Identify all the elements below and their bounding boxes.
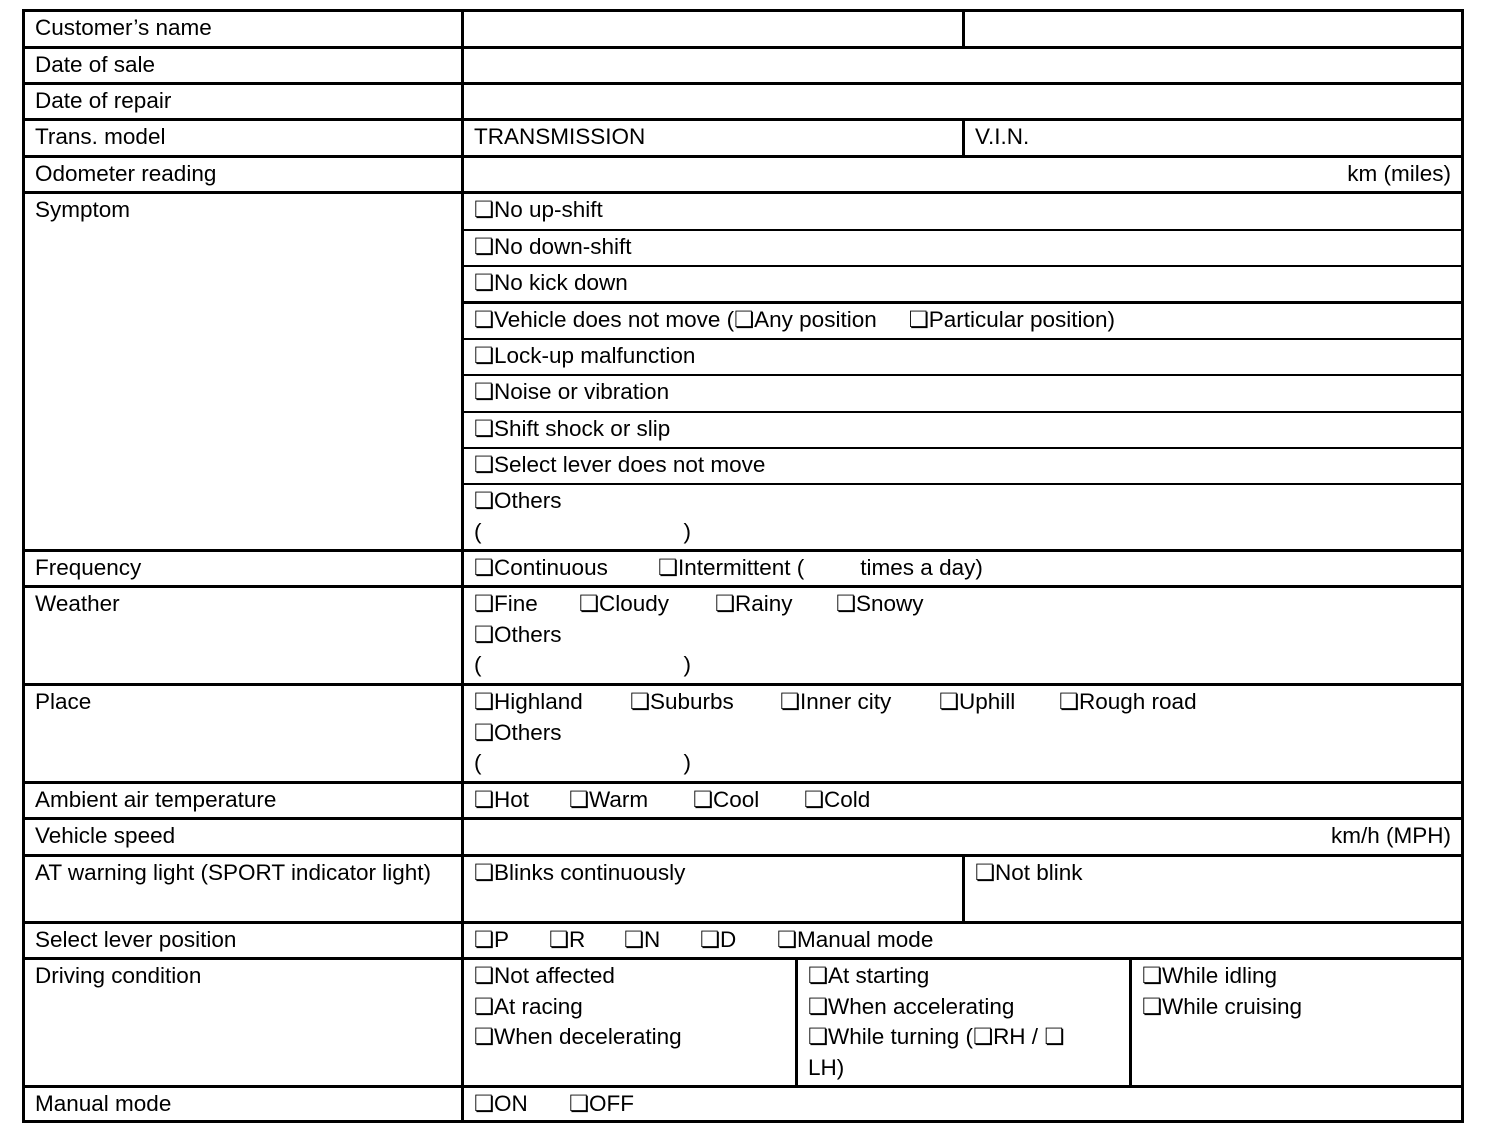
option-label: While idling bbox=[1162, 963, 1278, 988]
option-label: While turning ( bbox=[828, 1024, 974, 1049]
option-label: Noise or vibration bbox=[494, 379, 670, 404]
symptom-option-vehicle-not-move[interactable] bbox=[464, 304, 1464, 340]
checkbox-icon[interactable] bbox=[624, 927, 644, 952]
checkbox-icon[interactable] bbox=[909, 307, 929, 332]
label-text: Weather bbox=[35, 591, 120, 616]
rh-label: RH / bbox=[993, 1024, 1045, 1049]
checkbox-icon[interactable] bbox=[780, 689, 800, 714]
driving-condition-col2 bbox=[798, 960, 1132, 1088]
option-label: Cloudy bbox=[599, 591, 670, 616]
checkbox-icon[interactable] bbox=[1142, 963, 1162, 988]
option-label: Continuous bbox=[494, 555, 608, 580]
option-label: Rainy bbox=[735, 591, 793, 616]
checkbox-icon[interactable] bbox=[808, 963, 828, 988]
option-label: Shift shock or slip bbox=[494, 416, 671, 441]
select-lever-options bbox=[464, 924, 1464, 960]
symptom-option-no-down-shift[interactable] bbox=[464, 231, 1464, 267]
weather-options bbox=[464, 588, 1464, 686]
checkbox-icon[interactable] bbox=[693, 787, 713, 812]
diagnostic-worksheet bbox=[22, 9, 1464, 1123]
option-label: R bbox=[569, 927, 586, 952]
ambient-temp-options bbox=[464, 784, 1464, 820]
manual-on[interactable] bbox=[474, 1089, 569, 1120]
at-warning-not-blink[interactable] bbox=[965, 857, 1464, 924]
option-label: Snowy bbox=[856, 591, 924, 616]
checkbox-icon[interactable] bbox=[1142, 994, 1162, 1019]
option-label: Rough road bbox=[1079, 689, 1197, 714]
label-text: Manual mode bbox=[35, 1091, 172, 1116]
option-label: Others bbox=[494, 621, 562, 647]
option-label: At racing bbox=[494, 993, 583, 1019]
trans-model-field[interactable] bbox=[464, 121, 965, 158]
lever-d[interactable] bbox=[700, 925, 777, 956]
option-label: Cool bbox=[713, 787, 760, 812]
vin-label: V.I.N. bbox=[975, 124, 1030, 149]
option-label: Lock-up malfunction bbox=[494, 343, 696, 368]
at-warning-blinks[interactable] bbox=[464, 857, 965, 924]
checkbox-icon[interactable] bbox=[804, 787, 824, 812]
customer-name-field-2[interactable] bbox=[965, 12, 1464, 49]
weather-fine[interactable] bbox=[474, 589, 579, 620]
odometer-unit: km (miles) bbox=[1347, 161, 1451, 186]
others-line bbox=[474, 486, 1451, 517]
drive-not-affected[interactable] bbox=[474, 961, 785, 992]
ambient-temp-label bbox=[25, 784, 464, 820]
option-label: Blinks continuously bbox=[494, 860, 686, 885]
checkbox-icon[interactable] bbox=[474, 787, 494, 812]
checkbox-icon[interactable] bbox=[777, 927, 797, 952]
place-rough-road[interactable] bbox=[1059, 687, 1197, 718]
checkbox-icon[interactable] bbox=[474, 307, 494, 332]
odometer-label bbox=[25, 158, 464, 194]
checkbox-icon[interactable] bbox=[474, 197, 494, 222]
driving-condition-col1 bbox=[464, 960, 798, 1088]
place-others-blank[interactable] bbox=[474, 748, 1451, 779]
symptom-option-noise[interactable] bbox=[464, 376, 1464, 413]
drive-while-cruising[interactable] bbox=[1142, 992, 1451, 1023]
drive-at-starting[interactable] bbox=[808, 961, 1119, 992]
driving-condition-label bbox=[25, 960, 464, 1088]
option-label: No up-shift bbox=[494, 197, 603, 222]
checkbox-icon[interactable] bbox=[975, 860, 995, 885]
option-label: Manual mode bbox=[797, 927, 934, 952]
checkbox-icon[interactable] bbox=[474, 591, 494, 616]
place-uphill[interactable] bbox=[939, 687, 1059, 718]
label-text: Customer’s name bbox=[35, 15, 212, 40]
symptom-option-others[interactable] bbox=[464, 485, 1464, 552]
option-label: Select lever does not move bbox=[494, 452, 766, 477]
close-paren: ) bbox=[683, 750, 691, 775]
checkbox-icon[interactable] bbox=[715, 591, 735, 616]
checkbox-icon[interactable] bbox=[836, 591, 856, 616]
option-label: Suburbs bbox=[650, 689, 734, 714]
lh-label: LH) bbox=[808, 1054, 845, 1080]
lever-r[interactable] bbox=[549, 925, 624, 956]
label-text: Odometer reading bbox=[35, 161, 217, 186]
weather-cloudy[interactable] bbox=[579, 589, 715, 620]
option-label: ON bbox=[494, 1091, 528, 1116]
vehicle-speed-field[interactable] bbox=[464, 820, 1464, 857]
checkbox-icon[interactable] bbox=[700, 927, 720, 952]
trans-model-value: TRANSMISSION bbox=[474, 124, 646, 149]
place-label bbox=[25, 686, 464, 784]
driving-condition-col3 bbox=[1132, 960, 1464, 1088]
checkbox-icon[interactable] bbox=[808, 994, 828, 1019]
checkbox-icon[interactable] bbox=[474, 379, 494, 404]
checkbox-icon[interactable] bbox=[569, 1091, 589, 1116]
option-label: When decelerating bbox=[494, 1024, 682, 1049]
checkbox-icon[interactable] bbox=[474, 1024, 494, 1049]
any-position-label: Any position bbox=[754, 307, 877, 332]
checkbox-icon[interactable] bbox=[474, 1091, 494, 1116]
open-paren: ( bbox=[474, 518, 482, 544]
label-text: Date of sale bbox=[35, 52, 156, 77]
times-a-day-label: times a day) bbox=[860, 555, 983, 580]
customer-name-label bbox=[25, 12, 464, 49]
checkbox-icon[interactable] bbox=[808, 1024, 828, 1049]
checkbox-icon[interactable] bbox=[569, 787, 589, 812]
checkbox-icon[interactable] bbox=[474, 963, 494, 988]
checkbox-icon[interactable] bbox=[474, 452, 494, 477]
place-suburbs[interactable] bbox=[630, 687, 780, 718]
option-label: Others bbox=[494, 488, 562, 513]
checkbox-icon[interactable] bbox=[973, 1024, 993, 1049]
date-of-repair-field[interactable] bbox=[464, 85, 1464, 121]
frequency-options bbox=[464, 552, 1464, 588]
lever-manual-mode[interactable] bbox=[777, 925, 933, 956]
drive-while-idling[interactable] bbox=[1142, 961, 1451, 992]
date-of-repair-label bbox=[25, 85, 464, 121]
symptom-label bbox=[25, 194, 464, 552]
option-label: Hot bbox=[494, 787, 530, 812]
select-lever-label bbox=[25, 924, 464, 960]
weather-others[interactable] bbox=[474, 620, 1451, 651]
checkbox-icon[interactable] bbox=[734, 307, 754, 332]
option-label: Uphill bbox=[959, 689, 1016, 714]
option-label: P bbox=[494, 927, 510, 952]
label-text: Driving condition bbox=[35, 963, 202, 988]
checkbox-icon[interactable] bbox=[474, 343, 494, 368]
option-label: Not blink bbox=[995, 860, 1083, 885]
date-of-sale-field[interactable] bbox=[464, 49, 1464, 85]
option-label: Vehicle does not move ( bbox=[494, 307, 735, 332]
drive-at-racing[interactable] bbox=[474, 992, 785, 1023]
manual-mode-label bbox=[25, 1088, 464, 1123]
particular-position-label: Particular position) bbox=[928, 307, 1116, 332]
checkbox-icon[interactable] bbox=[474, 994, 494, 1019]
weather-rainy[interactable] bbox=[715, 589, 836, 620]
drive-when-decelerating[interactable] bbox=[474, 1022, 785, 1053]
option-label: Cold bbox=[824, 787, 871, 812]
checkbox-icon[interactable] bbox=[1044, 1024, 1064, 1049]
option-label: Highland bbox=[494, 689, 583, 714]
vehicle-speed-unit: km/h (MPH) bbox=[1331, 823, 1451, 848]
option-label: N bbox=[644, 927, 661, 952]
temp-cold[interactable] bbox=[804, 785, 870, 816]
close-paren: ) bbox=[683, 652, 691, 677]
drive-turning-cont bbox=[808, 1053, 1119, 1084]
option-label: At starting bbox=[828, 963, 930, 988]
symptom-option-no-kick-down[interactable] bbox=[464, 267, 1464, 304]
checkbox-icon[interactable] bbox=[939, 689, 959, 714]
option-label: Warm bbox=[589, 787, 649, 812]
weather-others-blank[interactable] bbox=[474, 650, 1451, 681]
checkbox-icon[interactable] bbox=[474, 720, 494, 745]
symptom-option-no-up-shift[interactable] bbox=[464, 194, 1464, 231]
option-label: No down-shift bbox=[494, 234, 632, 259]
option-label: OFF bbox=[589, 1091, 634, 1116]
temp-hot[interactable] bbox=[474, 785, 569, 816]
checkbox-icon[interactable] bbox=[658, 555, 678, 580]
checkbox-icon[interactable] bbox=[630, 689, 650, 714]
place-options-line bbox=[474, 687, 1451, 718]
vin-field[interactable] bbox=[965, 121, 1464, 158]
weather-snowy[interactable] bbox=[836, 589, 924, 620]
checkbox-icon[interactable] bbox=[1059, 689, 1079, 714]
weather-label bbox=[25, 588, 464, 686]
checkbox-icon[interactable] bbox=[549, 927, 569, 952]
at-warning-label bbox=[25, 857, 464, 924]
temp-cool[interactable] bbox=[693, 785, 804, 816]
option-label: Not affected bbox=[494, 963, 615, 988]
date-of-sale-label bbox=[25, 49, 464, 85]
option-label: D bbox=[720, 927, 737, 952]
checkbox-icon[interactable] bbox=[474, 234, 494, 259]
label-text: Select lever position bbox=[35, 927, 237, 952]
drive-while-turning[interactable] bbox=[808, 1022, 1119, 1053]
symptom-option-shift-shock[interactable] bbox=[464, 413, 1464, 449]
checkbox-icon[interactable] bbox=[474, 270, 494, 295]
lever-n[interactable] bbox=[624, 925, 700, 956]
checkbox-icon[interactable] bbox=[474, 622, 494, 647]
manual-off[interactable] bbox=[569, 1089, 634, 1120]
label-text: Trans. model bbox=[35, 124, 166, 149]
option-label: Fine bbox=[494, 591, 538, 616]
option-label: No kick down bbox=[494, 270, 628, 295]
label-text: Frequency bbox=[35, 555, 142, 580]
frequency-label bbox=[25, 552, 464, 588]
label-text: AT warning light (SPORT indicator light) bbox=[35, 860, 432, 885]
label-text: Place bbox=[35, 689, 92, 714]
checkbox-icon[interactable] bbox=[474, 860, 494, 885]
close-paren: ) bbox=[683, 518, 691, 544]
vehicle-speed-label bbox=[25, 820, 464, 857]
checkbox-icon[interactable] bbox=[474, 689, 494, 714]
checkbox-icon[interactable] bbox=[474, 416, 494, 441]
label-text: Date of repair bbox=[35, 88, 172, 113]
option-label: Others bbox=[494, 719, 562, 745]
intermittent-label: Intermittent ( bbox=[678, 555, 805, 580]
checkbox-icon[interactable] bbox=[474, 488, 494, 513]
checkbox-icon[interactable] bbox=[474, 927, 494, 952]
temp-warm[interactable] bbox=[569, 785, 693, 816]
option-label: When accelerating bbox=[828, 993, 1015, 1019]
open-paren: ( bbox=[474, 750, 482, 775]
place-options bbox=[464, 686, 1464, 784]
checkbox-icon[interactable] bbox=[579, 591, 599, 616]
option-label: Inner city bbox=[800, 689, 892, 714]
lever-p[interactable] bbox=[474, 925, 549, 956]
trans-model-label bbox=[25, 121, 464, 158]
option-label: While cruising bbox=[1162, 993, 1303, 1019]
checkbox-icon[interactable] bbox=[474, 555, 494, 580]
place-inner-city[interactable] bbox=[780, 687, 939, 718]
symptom-option-select-lever[interactable] bbox=[464, 449, 1464, 485]
frequency-continuous[interactable] bbox=[474, 553, 658, 584]
weather-options-line bbox=[474, 589, 1451, 620]
label-text: Symptom bbox=[35, 197, 131, 222]
place-highland[interactable] bbox=[474, 687, 630, 718]
customer-name-field[interactable] bbox=[464, 12, 965, 49]
drive-when-accelerating[interactable] bbox=[808, 992, 1119, 1023]
open-paren: ( bbox=[474, 652, 482, 677]
label-text: Ambient air temperature bbox=[35, 787, 277, 812]
label-text: Vehicle speed bbox=[35, 823, 176, 848]
others-blank-line[interactable] bbox=[474, 517, 1451, 548]
manual-mode-options bbox=[464, 1088, 1464, 1123]
place-others[interactable] bbox=[474, 718, 1451, 749]
symptom-option-lock-up[interactable] bbox=[464, 340, 1464, 376]
odometer-field[interactable] bbox=[464, 158, 1464, 194]
